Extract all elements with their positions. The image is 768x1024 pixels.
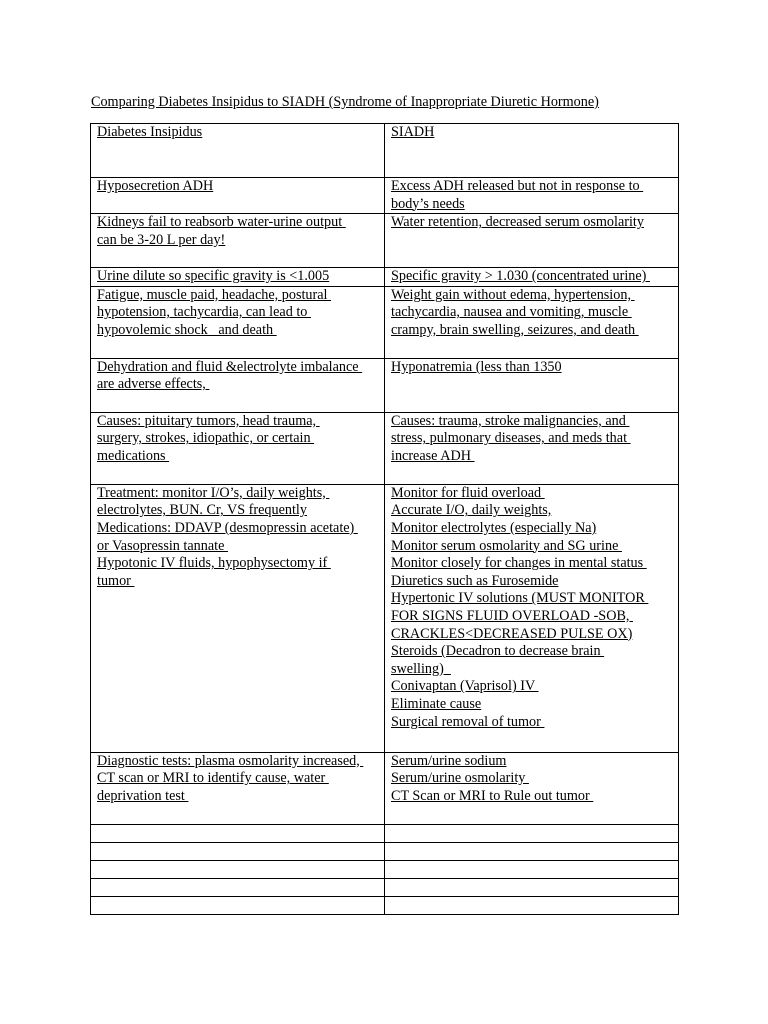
table-row: [91, 412, 679, 484]
table-row: [91, 752, 679, 824]
cell-text-line: hypovolemic shock and death: [97, 321, 277, 338]
table-cell-right: [385, 878, 679, 896]
table-cell-right: [385, 842, 679, 860]
cell-text-line: Kidneys fail to reabsorb water-urine output: [97, 214, 346, 231]
table-cell-right: [385, 896, 679, 914]
cell-text-line: Monitor electrolytes (especially Na): [391, 519, 597, 536]
table-cell-left: [91, 860, 385, 878]
table-cell-right: [385, 286, 679, 358]
cell-text-line: Specific gravity > 1.030 (concentrated urine): [391, 268, 650, 285]
empty-table-row: [91, 824, 679, 842]
cell-text-line: or Vasopressin tannate: [97, 537, 228, 554]
cell-text-line: Eliminate cause: [391, 695, 482, 712]
cell-text-line: Hypertonic IV solutions (MUST MONITOR: [391, 590, 649, 607]
table-row: [91, 124, 679, 178]
table-cell-left: [91, 124, 385, 178]
cell-text-line: swelling): [391, 660, 451, 677]
table-cell-left: [91, 358, 385, 412]
empty-table-row: [91, 842, 679, 860]
table-cell-right: [385, 124, 679, 178]
cell-text-line: Urine dilute so specific gravity is <1.005: [97, 268, 330, 285]
comparison-table: [90, 123, 679, 915]
table-row: [91, 484, 679, 752]
cell-text-line: Weight gain without edema, hypertension,: [391, 286, 635, 303]
cell-text-line: Monitor for fluid overload: [391, 484, 545, 501]
empty-table-row: [91, 860, 679, 878]
cell-text-line: CT Scan or MRI to Rule out tumor: [391, 787, 594, 804]
empty-table-row: [91, 896, 679, 914]
cell-text-line: can be 3-20 L per day!: [97, 231, 226, 248]
table-cell-left: [91, 896, 385, 914]
table-cell-right: [385, 752, 679, 824]
table-cell-right: [385, 824, 679, 842]
cell-text-line: Causes: trauma, stroke malignancies, and: [391, 412, 630, 429]
cell-text-line: SIADH: [391, 124, 435, 140]
cell-text-line: CT scan or MRI to identify cause, water: [97, 770, 329, 787]
cell-text-line: Serum/urine sodium: [391, 752, 507, 769]
table-cell-right: [385, 484, 679, 752]
cell-text-line: Treatment: monitor I/O’s, daily weights,: [97, 484, 330, 501]
table-cell-right: [385, 358, 679, 412]
cell-text-line: Diuretics such as Furosemide: [391, 572, 559, 589]
table-cell-left: [91, 286, 385, 358]
table-cell-left: [91, 178, 385, 214]
table-cell-left: [91, 824, 385, 842]
table-cell-right: [385, 268, 679, 287]
table-row: [91, 214, 679, 268]
table-cell-left: [91, 484, 385, 752]
cell-text-line: Fatigue, muscle paid, headache, postural: [97, 286, 332, 303]
cell-text-line: Water retention, decreased serum osmolarity: [391, 214, 644, 231]
table-row: [91, 178, 679, 214]
cell-text-line: Steroids (Decadron to decrease brain: [391, 643, 605, 660]
table-cell-left: [91, 752, 385, 824]
cell-text-line: electrolytes, BUN. Cr, VS frequently: [97, 502, 307, 519]
cell-text-line: crampy, brain swelling, seizures, and death: [391, 321, 639, 338]
cell-text-line: Diabetes Insipidus: [97, 124, 203, 140]
cell-text-line: Dehydration and fluid &electrolyte imbalance: [97, 358, 363, 375]
cell-text-line: Hyposecretion ADH: [97, 178, 214, 194]
cell-text-line: Conivaptan (Vaprisol) IV: [391, 678, 539, 695]
table-cell-left: [91, 878, 385, 896]
cell-text-line: Serum/urine osmolarity: [391, 770, 529, 787]
cell-text-line: CRACKLES<DECREASED PULSE OX): [391, 625, 633, 642]
cell-text-line: Hyponatremia (less than 1350: [391, 358, 562, 375]
cell-text-line: Causes: pituitary tumors, head trauma,: [97, 412, 320, 429]
cell-text-line: body’s needs: [391, 195, 465, 212]
cell-text-line: tachycardia, nausea and vomiting, muscle: [391, 304, 632, 321]
cell-text-line: Accurate I/O, daily weights,: [391, 502, 552, 519]
cell-text-line: Monitor closely for changes in mental status: [391, 555, 647, 572]
cell-text-line: medications: [97, 447, 170, 464]
empty-table-row: [91, 878, 679, 896]
cell-text-line: are adverse effects,: [97, 376, 210, 393]
table-row: [91, 268, 679, 287]
table-cell-right: [385, 412, 679, 484]
table-row: [91, 286, 679, 358]
table-cell-left: [91, 268, 385, 287]
cell-text-line: stress, pulmonary diseases, and meds that: [391, 430, 631, 447]
cell-text-line: Diagnostic tests: plasma osmolarity increased,: [97, 752, 364, 769]
cell-text-line: tumor: [97, 572, 135, 589]
table-cell-left: [91, 842, 385, 860]
cell-text-line: increase ADH: [391, 447, 475, 464]
cell-text-line: Hypotonic IV fluids, hypophysectomy if: [97, 555, 331, 572]
cell-text-line: FOR SIGNS FLUID OVERLOAD -SOB,: [391, 607, 633, 624]
cell-text-line: deprivation test: [97, 787, 189, 804]
cell-text-line: hypotension, tachycardia, can lead to: [97, 304, 311, 321]
table-cell-right: [385, 214, 679, 268]
cell-text-line: Surgical removal of tumor: [391, 713, 545, 730]
table-cell-right: [385, 178, 679, 214]
table-row: [91, 358, 679, 412]
cell-text-line: Excess ADH released but not in response to: [391, 178, 644, 194]
table-cell-left: [91, 214, 385, 268]
cell-text-line: surgery, strokes, idiopathic, or certain: [97, 430, 315, 447]
page-title: Comparing Diabetes Insipidus to SIADH (Syndrome of Inappropriate Diuretic Hormone): [91, 94, 599, 110]
table-cell-right: [385, 860, 679, 878]
cell-text-line: Medications: DDAVP (desmopressin acetate): [97, 519, 358, 536]
cell-text-line: Monitor serum osmolarity and SG urine: [391, 537, 622, 554]
table-cell-left: [91, 412, 385, 484]
